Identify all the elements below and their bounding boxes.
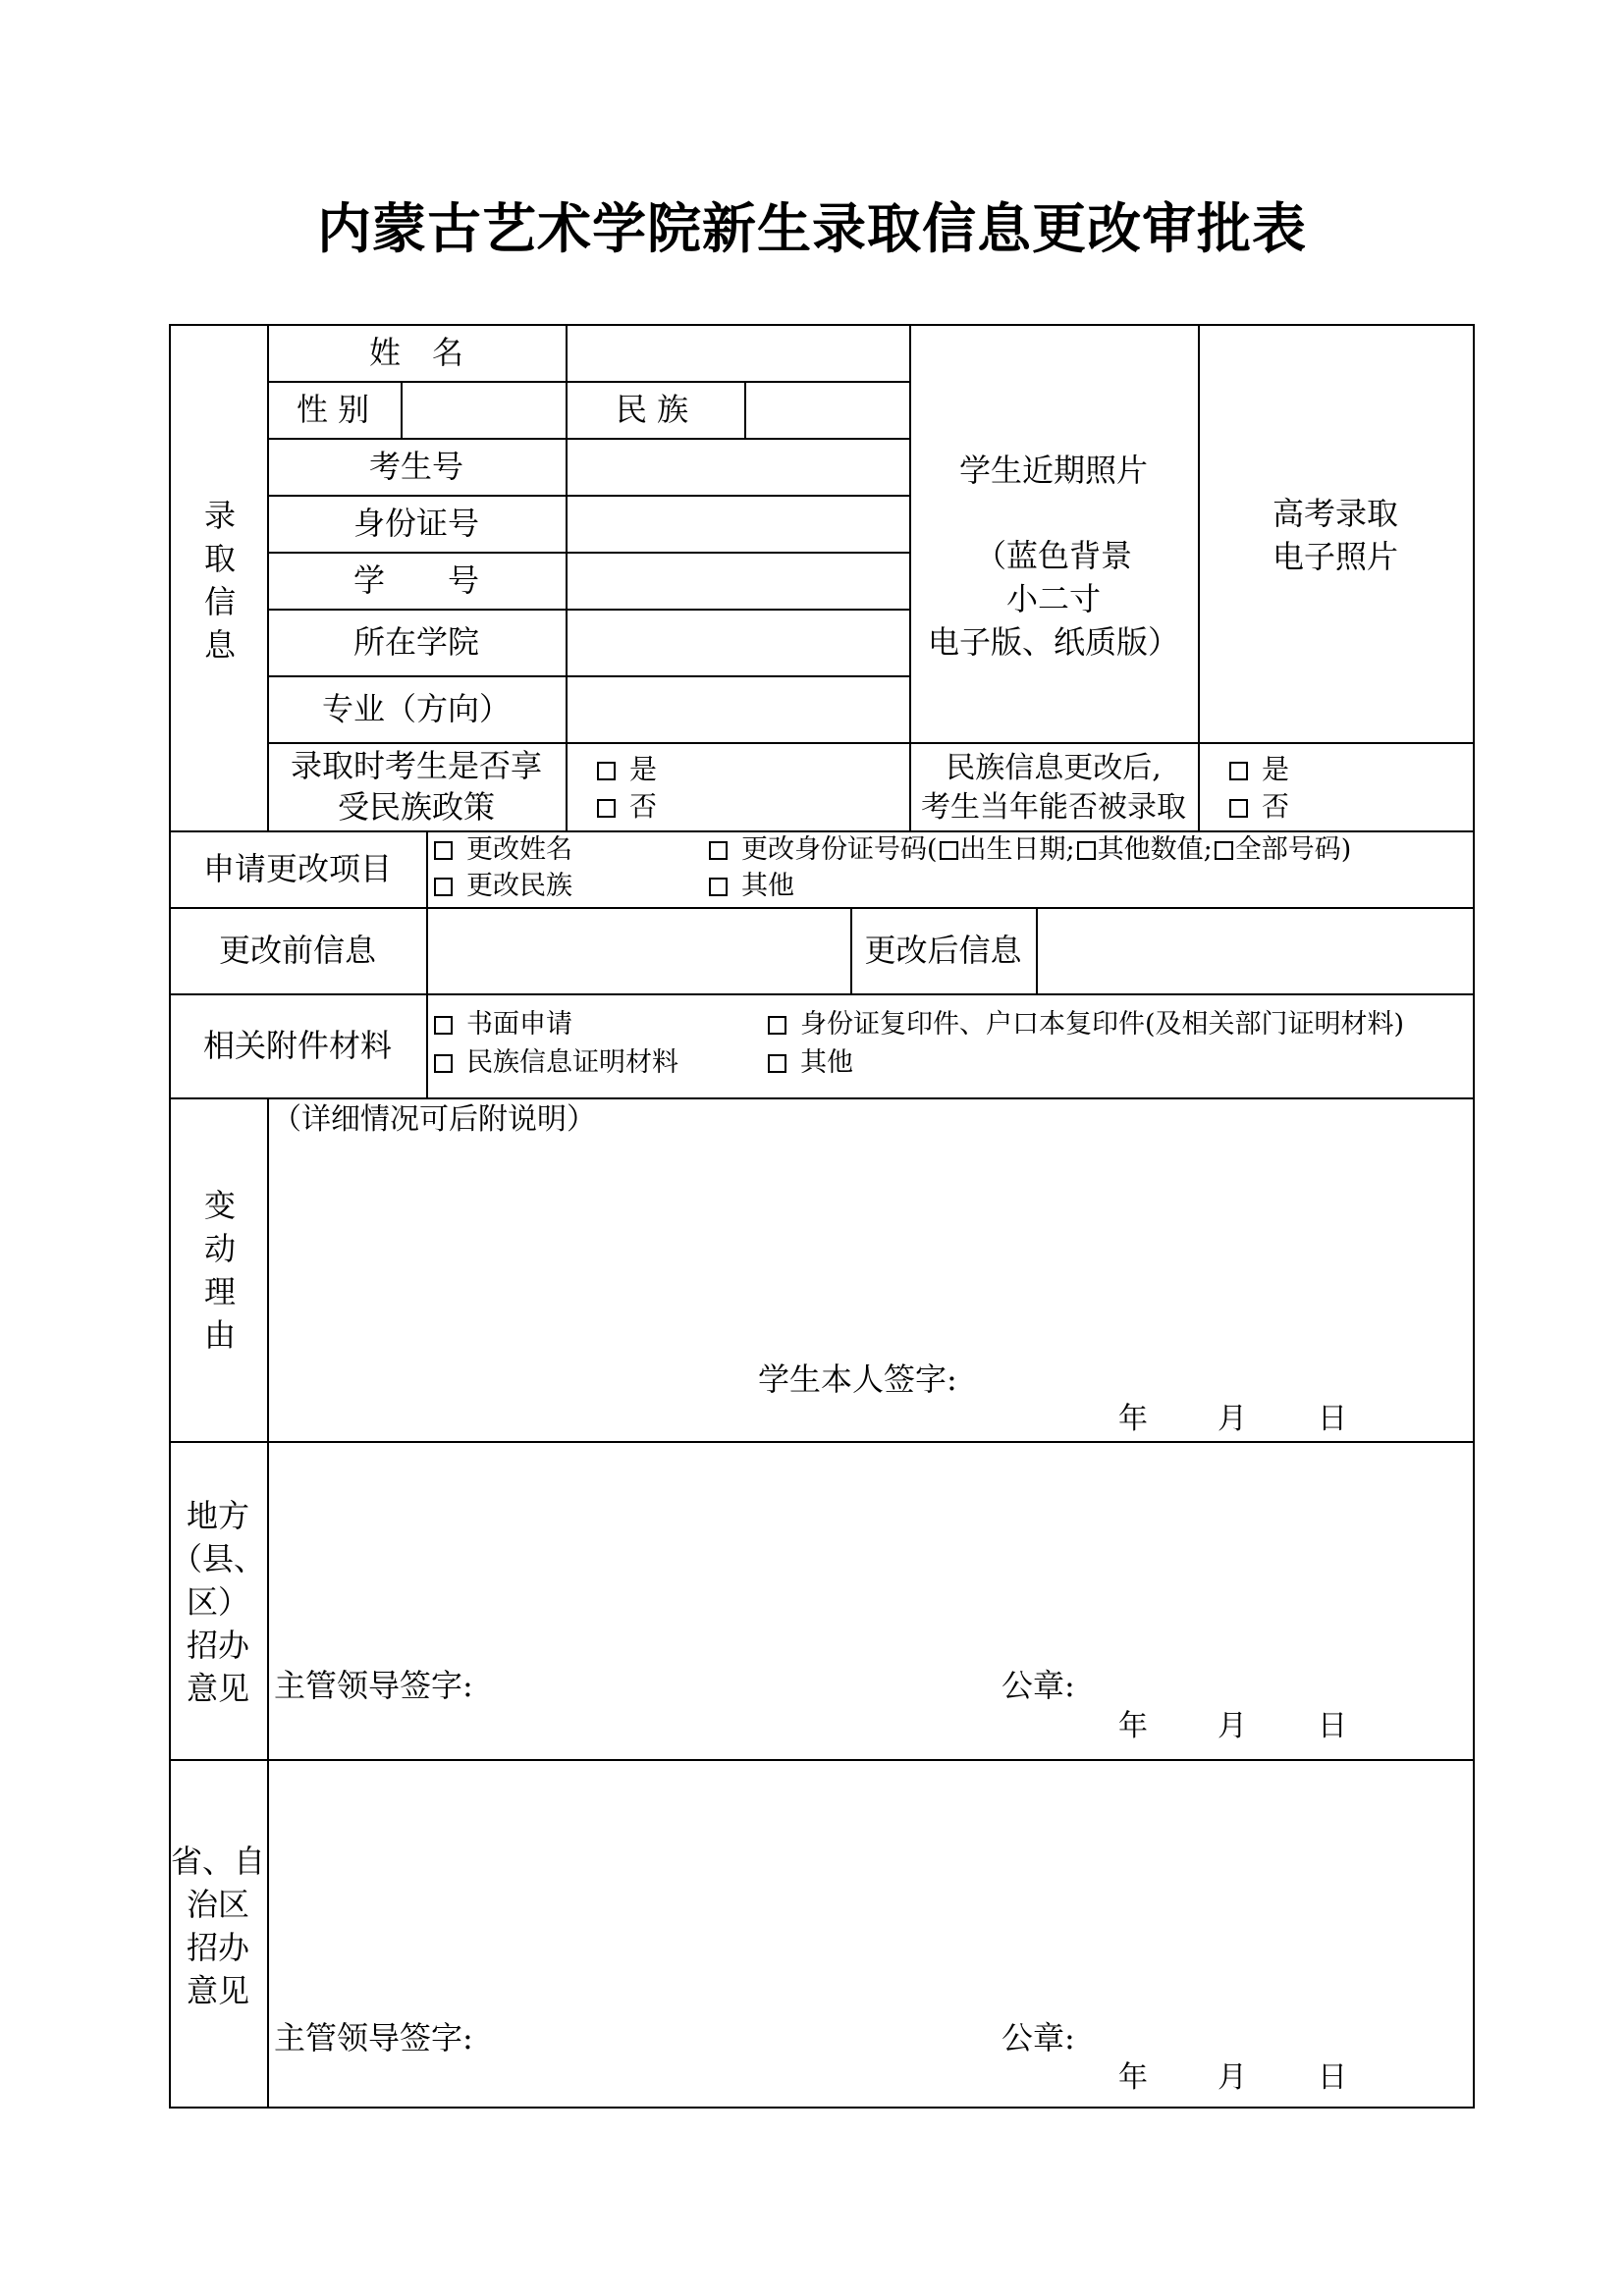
checkbox-icon xyxy=(434,841,453,860)
checkbox-icon xyxy=(597,762,616,780)
checkbox-icon[interactable] xyxy=(1215,841,1233,860)
local-seal-label: 公章: xyxy=(1001,1667,1075,1704)
province-date-year: 年 xyxy=(1118,2060,1148,2095)
province-leader-signature-label: 主管领导签字: xyxy=(274,2019,473,2056)
checkbox-icon xyxy=(1229,762,1248,780)
section-label-local: 地方 （县、 区） 招办 意见 xyxy=(170,1497,265,1707)
province-date-day: 日 xyxy=(1318,2060,1347,2095)
checkbox-icon[interactable] xyxy=(940,841,958,860)
checkbox-icon xyxy=(434,1054,453,1073)
label-attachments: 相关附件材料 xyxy=(202,1027,392,1064)
province-date-month: 月 xyxy=(1218,2060,1247,2095)
checkbox-icon xyxy=(434,1016,453,1035)
before-info-field[interactable] xyxy=(428,909,848,993)
label-major: 专业（方向） xyxy=(321,690,511,727)
label-policy-q1: 录取时考生是否享 xyxy=(290,747,542,784)
option-written-application[interactable]: 书面申请 xyxy=(434,1011,572,1038)
checkbox-icon xyxy=(709,841,728,860)
label-change-items: 申请更改项目 xyxy=(202,850,392,887)
label-after-q1: 民族信息更改后, xyxy=(946,751,1162,785)
label-exam-number: 考生号 xyxy=(368,448,463,485)
option-policy-no[interactable]: 否 xyxy=(597,793,657,821)
checkbox-icon xyxy=(709,878,728,896)
reason-date-day: 日 xyxy=(1318,1402,1347,1436)
option-change-other[interactable]: 其他 xyxy=(709,873,794,899)
label-after-q2: 考生当年能否被录取 xyxy=(921,790,1186,825)
option-change-ethnicity[interactable]: 更改民族 xyxy=(434,873,572,899)
label-policy-q2: 受民族政策 xyxy=(337,788,495,826)
checkbox-icon xyxy=(434,878,453,896)
local-leader-signature-label: 主管领导签字: xyxy=(274,1667,473,1704)
checkbox-icon xyxy=(768,1054,786,1073)
reason-date-month: 月 xyxy=(1218,1402,1247,1436)
option-after-yes[interactable]: 是 xyxy=(1229,756,1289,783)
section-label-admission: 录 取 信 息 xyxy=(203,497,236,664)
label-before-info: 更改前信息 xyxy=(218,932,376,969)
option-ethnic-proof[interactable]: 民族信息证明材料 xyxy=(434,1049,678,1076)
checkbox-icon xyxy=(768,1016,786,1035)
province-seal-label: 公章: xyxy=(1001,2019,1075,2056)
option-change-id[interactable]: 更改身份证号码( 出生日期; 其他数值; 全部号码) xyxy=(709,836,1351,863)
page-title: 内蒙古艺术学院新生录取信息更改审批表 xyxy=(316,196,1307,260)
label-after-info: 更改后信息 xyxy=(864,932,1022,969)
after-info-field[interactable] xyxy=(1038,909,1471,993)
option-after-no[interactable]: 否 xyxy=(1229,793,1289,821)
reason-note: （详细情况可后附说明） xyxy=(272,1102,596,1137)
label-ethnicity: 民 族 xyxy=(616,391,689,428)
checkbox-icon[interactable] xyxy=(1077,841,1096,860)
local-date-day: 日 xyxy=(1318,1709,1347,1743)
section-label-reason: 变 动 理 由 xyxy=(203,1187,236,1354)
local-date-month: 月 xyxy=(1218,1709,1247,1743)
option-attachment-other[interactable]: 其他 xyxy=(768,1049,853,1076)
checkbox-icon xyxy=(597,799,616,818)
section-label-province: 省、自 治区 招办 意见 xyxy=(170,1842,265,2009)
option-change-name[interactable]: 更改姓名 xyxy=(434,836,572,863)
label-id-number: 身份证号 xyxy=(352,505,479,542)
label-college: 所在学院 xyxy=(352,623,479,661)
label-student-number: 学 号 xyxy=(352,561,479,599)
local-date-year: 年 xyxy=(1118,1709,1148,1743)
option-policy-yes[interactable]: 是 xyxy=(597,756,657,783)
student-signature-label: 学生本人签字: xyxy=(758,1361,957,1398)
checkbox-icon xyxy=(1229,799,1248,818)
option-id-copy[interactable]: 身份证复印件、户口本复印件(及相关部门证明材料) xyxy=(768,1011,1404,1038)
reason-date-year: 年 xyxy=(1118,1402,1148,1436)
label-gender: 性 别 xyxy=(297,391,370,428)
label-name: 姓 名 xyxy=(368,334,463,371)
